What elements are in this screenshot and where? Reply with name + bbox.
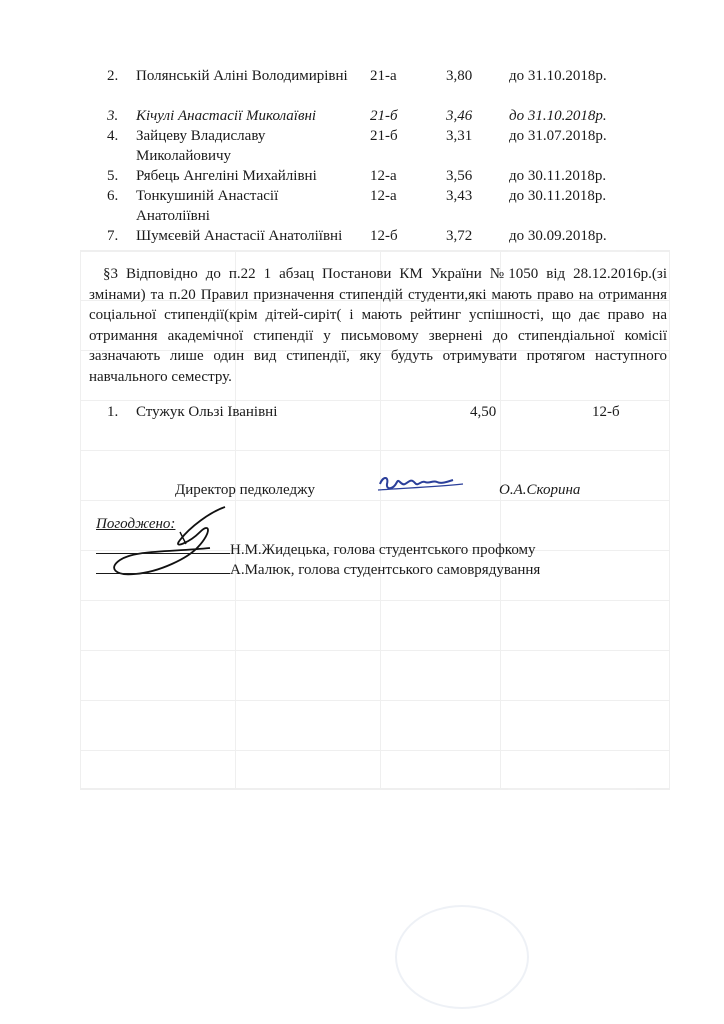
agreed-label: Погоджено: [96, 516, 176, 532]
list-item: 1. Стужук Ользі Іванівні 4,50 12-б [107, 404, 620, 420]
signatory-line: А.Малюк, голова студентського самоврядування [96, 558, 540, 578]
student-list [0, 66, 724, 266]
list-item: 2. Полянській Аліні Володимирівні 21-а 3,80 до 31.10.2018р. [107, 68, 607, 84]
list-item: 6. Тонкушиній Анастасії Анатоліївні 12-а 3,43 до 30.11.2018р. [107, 188, 607, 224]
list-item: 5. Рябець Ангеліні Михайлівні 12-а 3,56 до 30.11.2018р. [107, 168, 607, 184]
signatory-line: Н.М.Жидецька, голова студентського профкому [96, 538, 536, 558]
director-signature [375, 470, 465, 500]
list-item: 4. Зайцеву Владиславу Миколайовичу 21-б 3,31 до 31.07.2018р. [107, 128, 607, 164]
list-item: 3. Кічулі Анастасії Миколаївні 21-б 3,46 до 31.10.2018р. [107, 108, 607, 124]
signature-blank [96, 558, 230, 574]
director-signature-line: Директор педколеджу О.А.Скорина [175, 482, 581, 498]
list-item: 7. Шумєевій Анастасії Анатоліївні 12-б 3,72 до 30.09.2018р. [107, 228, 607, 244]
section-3-paragraph: §3 Відповідно до п.22 1 абзац Постанови КМ України №1050 від 28.12.2016р.(зі змінами) та п.20 Правил призначення стипендій студенти,які мають право на отримання соціальної стипендії(крім дітей-сиріт( і мають рейтинг успішності, що дає право на отримання академічної стипендії у письмовому звернені до стипендіальної комісії зазначають лише один вид стипендії, яку будуть отримувати протягом наступного навчального семестру. [89, 266, 667, 385]
stamp-show-through [395, 905, 529, 1009]
signature-blank [96, 538, 230, 554]
